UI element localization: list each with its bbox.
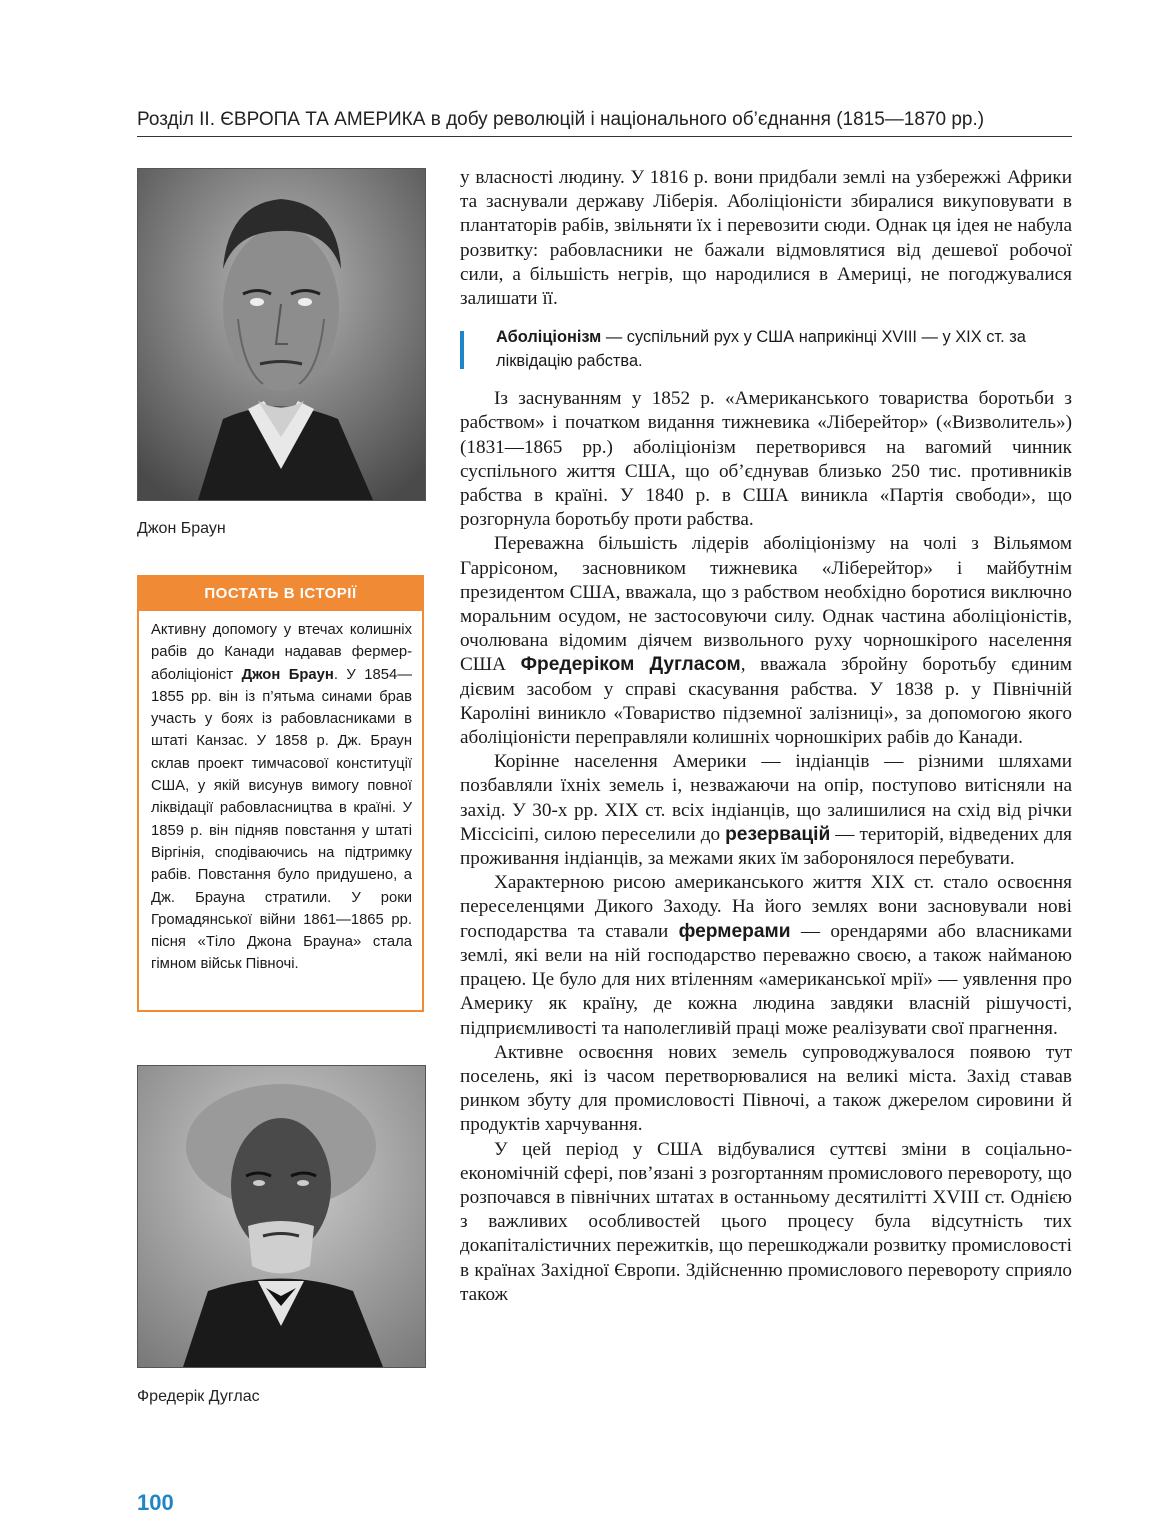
definition-marker xyxy=(460,331,464,369)
page-number: 100 xyxy=(137,1490,174,1515)
chapter-header: Розділ ІІ. ЄВРОПА ТА АМЕРИКА в добу революцій і національного об’єднання (1815—1870 рр.) xyxy=(137,109,985,130)
paragraph-5: Характерною рисою американського життя XIX ст. стало освоєння переселенцями Дикого Заходу. На його землях вони засновували нові господарства та ставали фермерами — орендарями або власниками землі, які вели на ній господарство переважно своєю, а також найманою працею. Це було для них втіленням «американської мрії» — уявлення про Америку як країну, де кожна людина завдяки власній рішучості, підприємливості та наполегливій праці може реалізувати свої прагнення. xyxy=(460,872,1072,1039)
paragraph-2: Із заснуванням у 1852 р. «Американського товариства боротьби з рабством» і початком видання тижневика «Ліберейтор» («Визволитель») (1831—1865 рр.) аболіціонізм перетворився на вагомий чинник суспільного життя США, що об’єднував близько 250 тис. противників рабства в країні. У 1840 р. в США виникла «Партія свободи», що розгорнула боротьбу проти рабства. xyxy=(460,388,1072,531)
paragraph-1: у власності людину. У 1816 р. вони придбали землі на узбережжі Африки та заснували державу Ліберія. Аболіціоністи збиралися викуповувати в плантаторів рабів, звільняти їх і перевозити сюди. Однак ця ідея не набула розвитку: рабовласники не бажали відмовлятися від дешевої робочої сили, а більшість негрів, що народилися в Америці, не погоджувалися залишати її. xyxy=(460,167,1072,310)
definition-block xyxy=(460,325,1072,373)
portrait-john-brown xyxy=(137,168,426,501)
definition-term: Аболіціонізм xyxy=(496,328,602,347)
main-text-column xyxy=(460,166,1072,1307)
definition-text: — суспільний рух у США наприкінці XVIII — у XIX ст. за ліквідацію рабства. xyxy=(496,328,1026,371)
header-divider xyxy=(137,136,1072,137)
box-title: ПОСТАТЬ В ІСТОРІЇ xyxy=(139,577,422,611)
paragraph-3: Переважна більшість лідерів аболіціонізму на чолі з Вільямом Гаррісоном, засновником тижневика «Ліберейтор» і майбутнім президентом США, вважала, що з рабством необхідно боротися виключно моральним осудом, не застосовуючи силу. Однак частина аболіціоністів, очолювана відомим діячем визвольного руху чорношкірого населення США Фредеріком Дугласом, вважала збройну боротьбу єдиним дієвим засобом у справі скасування рабства. У 1838 р. у Північній Кароліні виникло «Товариство підземної залізниці», за допомогою якого аболіціоністи переправляли колишніх чорношкірих рабів до Канади. xyxy=(460,533,1073,749)
paragraph-7: У цей період у США відбувалися суттєві зміни в соціально-економічній сфері, пов’язані з розгортанням промислового перевороту, що розпочався в північних штатах в останньому десятилітті XVIII ст. Однією з важливих особливостей цього процесу була відсутність тих докапіталістичних пережитків, що перешкоджали розвитку промисловості в країнах Західної Європи. Здійсненню промислового перевороту сприяло також xyxy=(460,1138,1072,1305)
figure-in-history-box xyxy=(137,575,424,1012)
paragraph-6: Активне освоєння нових земель супроводжувалося появою тут поселень, які із часом перетворювалися на великі міста. Захід ставав ринком збуту для промисловості Півночі, а також джерелом сировини й продуктів харчування. xyxy=(460,1041,1072,1136)
caption-john-brown: Джон Браун xyxy=(137,520,226,537)
paragraph-4: Корінне населення Америки — індіанців — різними шляхами позбавляли їхніх земель і, незважаючи на опір, поступово витісняли на захід. У 30-х рр. XIX ст. всіх індіанців, що залишилися на схід від річки Міссісіпі, силою переселили до резервацій — територій, відведених для проживання індіанців, за межами яких їм заборонялося перебувати. xyxy=(460,751,1072,870)
box-bold-name: Джон Браун xyxy=(241,666,334,683)
caption-frederick-douglass: Фредерік Дуглас xyxy=(137,1388,260,1405)
box-text: Активну допомогу у втечах колишніх рабів до Канади надавав фермер-аболіціоніст Джон Браун. У 1854—1855 рр. він із п’ятьма синами брав участь у боях із рабовласниками в штаті Канзас. У 1858 р. Дж. Браун склав проект тимчасової конституції США, у якій висунув вимогу повної ліквідації рабовласництва в країні. У 1859 р. він підняв повстання у штаті Віргінія, сподіваючись на підтримку рабів. Повстання було придушено, а Дж. Брауна стратили. У роки Громадянської війни 1861—1865 рр. пісня «Тіло Джона Брауна» стала гімном військ Півночі. xyxy=(151,622,412,973)
portrait-frederick-douglass xyxy=(137,1065,426,1368)
